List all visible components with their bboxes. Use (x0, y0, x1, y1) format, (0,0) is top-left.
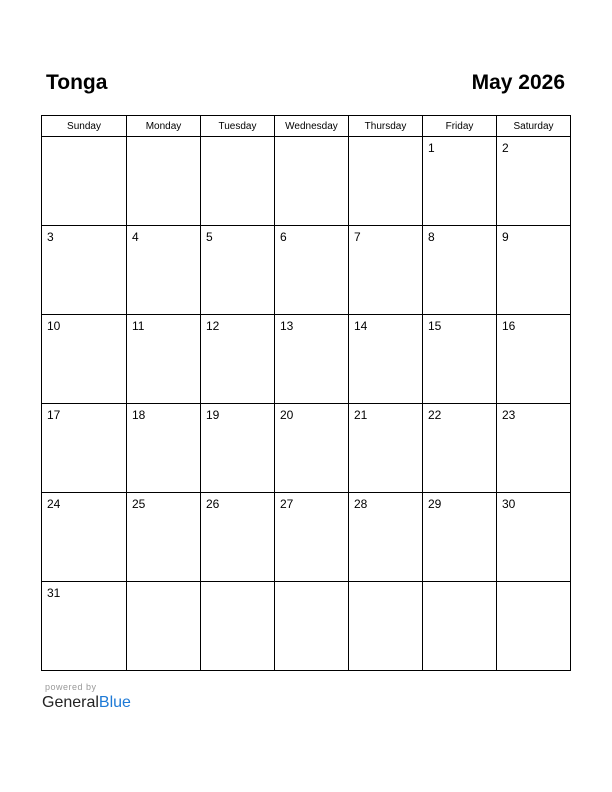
day-number (127, 582, 200, 586)
week-row (42, 582, 571, 671)
day-cell (423, 493, 497, 582)
day-cell (201, 226, 275, 315)
weekday-thursday: Thursday (349, 116, 423, 137)
day-cell (201, 315, 275, 404)
day-cell (201, 404, 275, 493)
day-cell (127, 404, 201, 493)
day-number (201, 137, 274, 141)
day-number (423, 582, 496, 586)
day-cell (423, 137, 497, 226)
day-cell (42, 582, 127, 671)
day-cell (423, 226, 497, 315)
day-number: 16 (502, 319, 516, 333)
day-cell (127, 226, 201, 315)
day-number (127, 137, 200, 141)
day-number (349, 582, 422, 586)
day-number: 11 (132, 319, 145, 333)
logo-blue-text: Blue (98, 694, 131, 711)
day-cell (349, 137, 423, 226)
day-cell (275, 315, 349, 404)
day-cell (349, 315, 423, 404)
week-row (42, 226, 571, 315)
day-number: 5 (206, 230, 213, 244)
day-number: 28 (354, 497, 368, 511)
day-cell (497, 137, 571, 226)
day-cell (423, 404, 497, 493)
day-cell (42, 226, 127, 315)
day-cell (127, 137, 201, 226)
day-number: 1 (428, 141, 435, 155)
day-number: 31 (47, 586, 61, 600)
logo-general-text: General (42, 694, 99, 711)
day-cell (497, 493, 571, 582)
powered-by-label: powered by (45, 682, 97, 692)
day-cell (349, 582, 423, 671)
weekday-header-row (42, 116, 571, 137)
weekday-monday: Monday (127, 116, 201, 137)
day-number: 9 (502, 230, 509, 244)
day-number: 4 (132, 230, 139, 244)
day-cell (497, 226, 571, 315)
day-number: 6 (280, 230, 287, 244)
day-number: 22 (428, 408, 442, 422)
day-cell (42, 404, 127, 493)
day-cell (127, 582, 201, 671)
country-title: Tonga (46, 71, 108, 94)
day-cell (349, 226, 423, 315)
day-number: 30 (502, 497, 516, 511)
day-number: 23 (502, 408, 516, 422)
week-row (42, 315, 571, 404)
day-number: 20 (280, 408, 294, 422)
week-row (42, 137, 571, 226)
week-row (42, 404, 571, 493)
day-number: 29 (428, 497, 442, 511)
day-number: 2 (502, 141, 509, 155)
day-cell (127, 493, 201, 582)
day-number: 7 (354, 230, 361, 244)
day-number: 3 (47, 230, 54, 244)
day-number (349, 137, 422, 141)
day-cell (275, 137, 349, 226)
weekday-wednesday: Wednesday (275, 116, 349, 137)
day-number (42, 137, 126, 141)
day-number: 14 (354, 319, 368, 333)
day-number (275, 582, 348, 586)
day-number (497, 582, 570, 586)
weekday-tuesday: Tuesday (201, 116, 275, 137)
day-cell (497, 582, 571, 671)
day-cell (42, 493, 127, 582)
day-number: 15 (428, 319, 442, 333)
day-number: 17 (47, 408, 61, 422)
day-number: 18 (132, 408, 146, 422)
day-number: 25 (132, 497, 146, 511)
day-number: 10 (47, 319, 61, 333)
month-year-title: May 2026 (471, 71, 565, 94)
day-number: 27 (280, 497, 294, 511)
day-cell (275, 404, 349, 493)
day-cell (423, 582, 497, 671)
weekday-friday: Friday (423, 116, 497, 137)
day-cell (497, 315, 571, 404)
calendar-grid (41, 115, 571, 671)
day-cell (201, 582, 275, 671)
day-number: 26 (206, 497, 220, 511)
day-cell (275, 493, 349, 582)
day-cell (42, 315, 127, 404)
day-number: 13 (280, 319, 294, 333)
day-number: 24 (47, 497, 61, 511)
day-cell (349, 404, 423, 493)
day-number: 21 (354, 408, 368, 422)
day-cell (201, 493, 275, 582)
day-cell (201, 137, 275, 226)
day-number (275, 137, 348, 141)
day-cell (275, 582, 349, 671)
day-number: 19 (206, 408, 220, 422)
day-cell (423, 315, 497, 404)
day-cell (349, 493, 423, 582)
day-cell (42, 137, 127, 226)
day-cell (497, 404, 571, 493)
weekday-saturday: Saturday (497, 116, 571, 137)
day-number: 12 (206, 319, 220, 333)
weekday-sunday: Sunday (42, 116, 127, 137)
day-number: 8 (428, 230, 435, 244)
generalblue-logo[interactable] (42, 694, 131, 712)
day-number (201, 582, 274, 586)
day-cell (275, 226, 349, 315)
day-cell (127, 315, 201, 404)
week-row (42, 493, 571, 582)
